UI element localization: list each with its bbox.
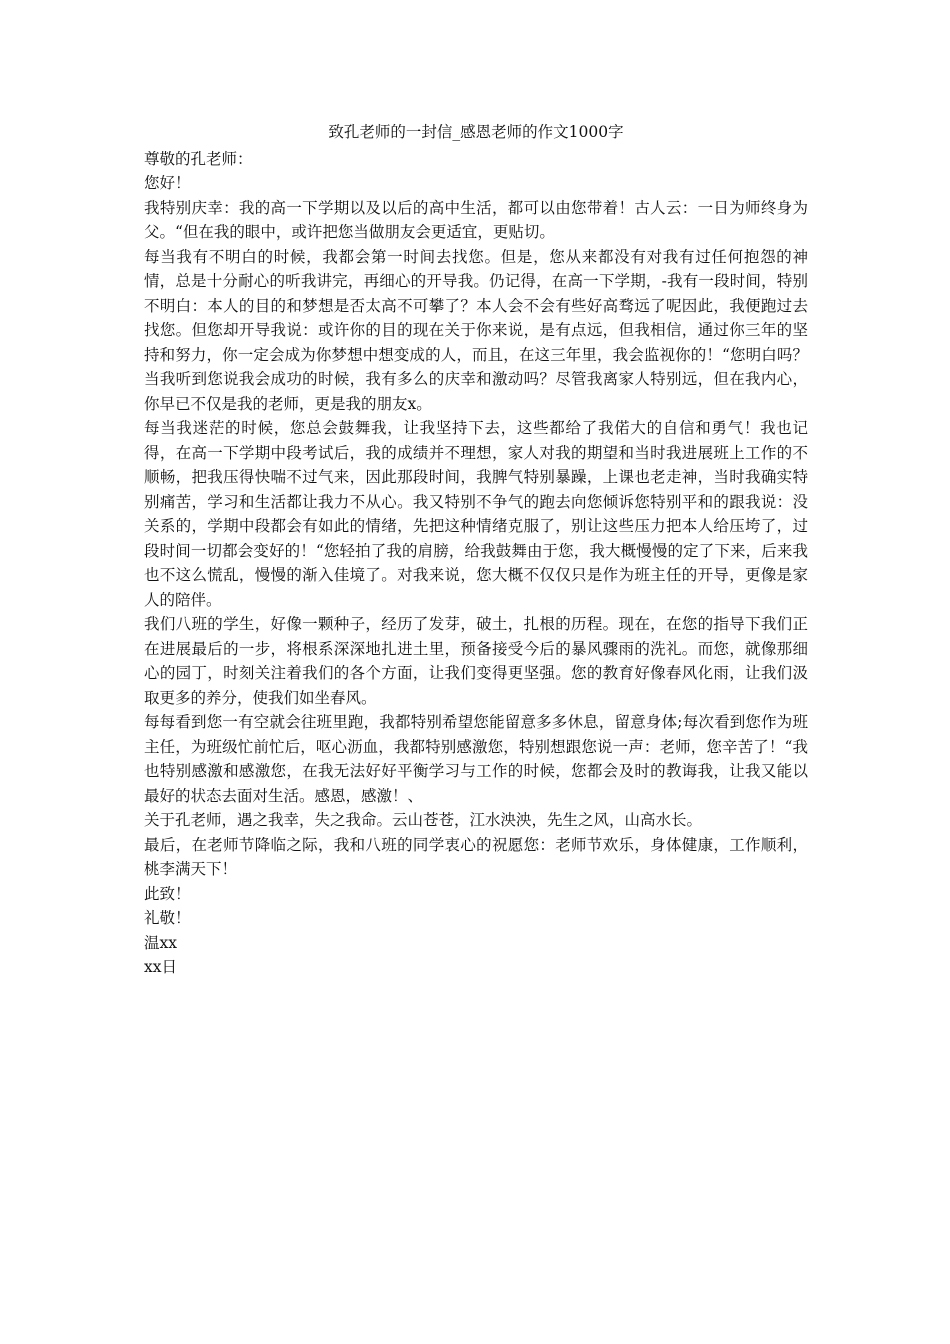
body-paragraph: 最后，在老师节降临之际，我和八班的同学衷心的祝愿您：老师节欢乐，身体健康，工作顺利，桃李满天下！ [144, 835, 808, 878]
body-paragraph: 关于孔老师，遇之我幸，失之我命。云山苍苍，江水泱泱，先生之风，山高水长。 [144, 811, 703, 829]
body-paragraph: 每每看到您一有空就会往班里跑，我都特别希望您能留意多多休息，留意身体;每次看到您作为班主任，为班级忙前忙后，呕心沥血，我都特别感激您，特别想跟您说一声：老师，您辛苦了！“我也特别感激和感激您，在我无法好好平衡学习与工作的时候，您都会及时的教诲我，让我又能以最好的状态去面对生活。感恩，感激！、 [144, 713, 808, 805]
closing-line: 此致！ [144, 884, 191, 903]
salutation: 尊敬的孔老师： [144, 149, 253, 168]
signature-name: 温xx [144, 933, 177, 952]
closing-salute: 礼敬！ [144, 909, 191, 927]
document-page [144, 120, 808, 980]
greeting: 您好！ [144, 174, 191, 192]
body-paragraph: 每当我有不明白的时候，我都会第一时间去找您。但是，您从来都没有对我有过任何抱怨的神情，总是十分耐心的听我讲完，再细心的开导我。仍记得，在高一下学期，-我有一段时间，特别不明白：本人的目的和梦想是否太高不可攀了？本人会不会有些好高骛远了呢因此，我便跑过去找您。但您却开导我说：或许你的目的现在关于你来说，是有点远，但我相信，通过你三年的坚持和努力，你一定会成为你梦想中想变成的人，而且，在这三年里，我会监视你的！“您明白吗？当我听到您说我会成功的时候，我有多么的庆幸和激动吗？尽管我离家人特别远，但在我内心，你早已不仅是我的老师，更是我的朋友x。 [144, 247, 808, 413]
body-paragraph: 我们八班的学生，好像一颗种子，经历了发芽，破土，扎根的历程。现在，在您的指导下我们正在进展最后的一步，将根系深深地扎进土里，预备接受今后的暴风骤雨的洗礼。而您，就像那细心的园丁，时刻关注着我们的各个方面，让我们变得更坚强。您的教育好像春风化雨，让我们汲取更多的养分，使我们如坐春风。 [144, 615, 808, 707]
document-title: 致孔老师的一封信_感恩老师的作文1000字 [328, 123, 624, 141]
body-paragraph: 我特别庆幸：我的高一下学期以及以后的高中生活，都可以由您带着！古人云：一日为师终身为父。“但在我的眼中，或许把您当做朋友会更适宜，更贴切。 [144, 198, 808, 241]
body-paragraph: 每当我迷茫的时候，您总会鼓舞我，让我坚持下去，这些都给了我偌大的自信和勇气！我也记得，在高一下学期中段考试后，我的成绩并不理想，家人对我的期望和当时我进展班上工作的不顺畅，把我压得快喘不过气来，因此那段时间，我脾气特别暴躁，上课也老走神，当时我确实特别痛苦，学习和生活都让我力不从心。我又特别不争气的跑去向您倾诉您特别平和的跟我说：没关系的，学期中段都会有如此的情绪，先把这种情绪克服了，别让这些压力把本人给压垮了，过段时间一切都会变好的！“您轻拍了我的肩膀，给我鼓舞由于您，我大概慢慢的定了下来，后来我也不这么慌乱，慢慢的渐入佳境了。对我来说，您大概不仅仅只是作为班主任的开导，更像是家人的陪伴。 [144, 419, 808, 609]
signature-date: xx日 [144, 958, 177, 976]
